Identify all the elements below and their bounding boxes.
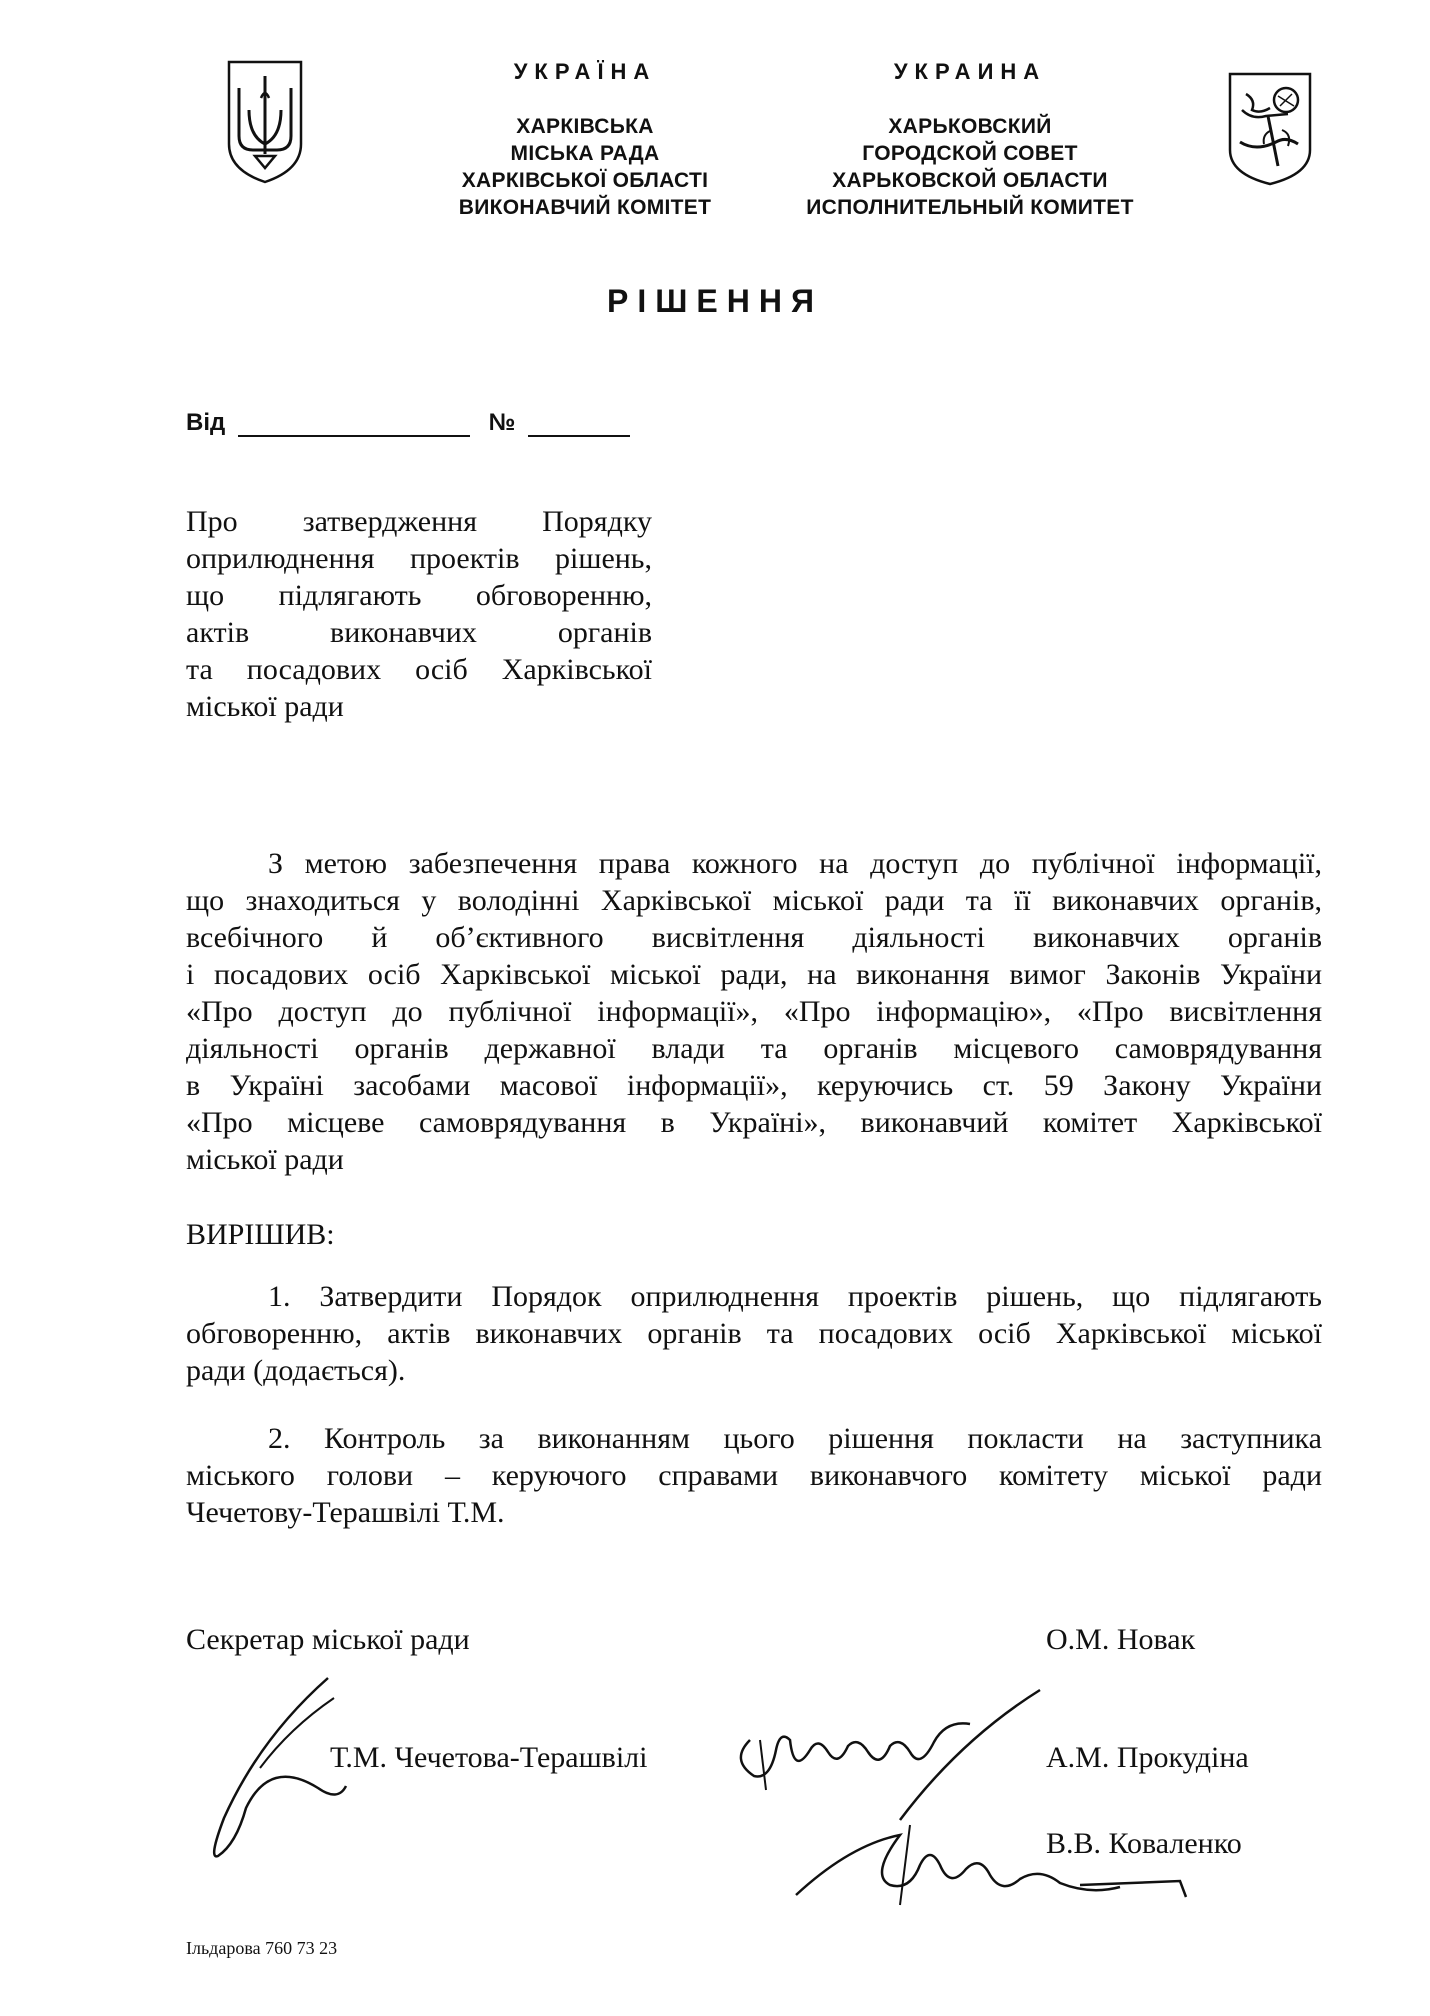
item1-line: 1. Затвердити Порядок оприлюднення проектів рішень, що підлягають	[268, 1280, 1322, 1313]
header-left-line: ХАРКІВСЬКА	[516, 115, 654, 138]
trident-coat-of-arms-icon	[225, 58, 305, 186]
header-left	[395, 58, 775, 221]
signer-3-name: В.В. Коваленко	[1046, 1827, 1242, 1860]
signer-2-name: А.М. Прокудіна	[1046, 1741, 1249, 1774]
subject-line: Про затвердження Порядку	[186, 505, 652, 538]
preamble-line: що знаходиться у володінні Харківської міської ради та її виконавчих органів,	[186, 884, 1322, 917]
subject-line: оприлюднення проектів рішень,	[186, 542, 652, 575]
date-number-field	[186, 409, 630, 437]
secretary-name: О.М. Новак	[1046, 1623, 1196, 1656]
header-right-line: ХАРЬКОВСКОЙ ОБЛАСТИ	[832, 169, 1108, 192]
subject-line: актів виконавчих органів	[186, 616, 652, 649]
number-label: №	[488, 409, 516, 436]
subject-line: та посадових осіб Харківської	[186, 653, 652, 686]
item2-line: 2. Контроль за виконанням цього рішення покласти на заступника	[268, 1422, 1322, 1455]
preamble-line: діяльності органів державної влади та органів місцевого самоврядування	[186, 1032, 1322, 1065]
preamble-line: «Про місцеве самоврядування в Україні», виконавчий комітет Харківської	[186, 1106, 1322, 1139]
preamble-line: в Україні засобами масової інформації», керуючись ст. 59 Закону України	[186, 1069, 1322, 1102]
preamble-line: «Про доступ до публічної інформації», «Про інформацію», «Про висвітлення	[186, 995, 1322, 1028]
item2-line: Чечетову-Терашвілі Т.М.	[186, 1496, 505, 1529]
item2-line: міського голови – керуючого справами виконавчого комітету міської ради	[186, 1459, 1322, 1492]
signer-1-name: Т.М. Чечетова-Терашвілі	[330, 1741, 648, 1774]
header-left-line: МІСЬКА РАДА	[510, 142, 660, 165]
preamble-line: міської ради	[186, 1143, 344, 1176]
header-right-line: ХАРЬКОВСКИЙ	[888, 115, 1052, 138]
decided-heading: ВИРІШИВ:	[186, 1218, 335, 1251]
header-right-line: ГОРОДСКОЙ СОВЕТ	[862, 142, 1078, 165]
item1-line: обговоренню, актів виконавчих органів та посадових осіб Харківської міської	[186, 1317, 1322, 1350]
secretary-title: Секретар міської ради	[186, 1623, 470, 1656]
number-blank	[528, 413, 630, 437]
preamble-paragraph	[186, 845, 1322, 1178]
header-right-country: УКРАИНА	[893, 59, 1047, 84]
header-right-line: ИСПОЛНИТЕЛЬНЫЙ КОМИТЕТ	[806, 196, 1134, 219]
subject-line: міської ради	[186, 690, 344, 723]
header-right	[770, 58, 1170, 221]
preamble-line: і посадових осіб Харківської міської ради, на виконання вимог Законів України	[186, 958, 1322, 991]
header-left-country: УКРАЇНА	[513, 59, 657, 84]
header-left-line: ВИКОНАВЧИЙ КОМІТЕТ	[458, 196, 712, 219]
kharkiv-city-coat-of-arms-icon	[1226, 70, 1314, 188]
decision-item-2	[186, 1420, 1322, 1531]
executor-contact: Ільдарова 760 73 23	[186, 1938, 338, 1958]
date-blank	[238, 413, 470, 437]
header-left-line: ХАРКІВСЬКОЇ ОБЛАСТІ	[461, 169, 709, 192]
preamble-line: З метою забезпечення права кожного на доступ до публічної інформації,	[268, 847, 1322, 880]
date-label: Від	[186, 409, 226, 436]
handwritten-signature-1	[200, 1668, 350, 1868]
document-title: РІШЕННЯ	[607, 283, 823, 319]
preamble-line: всебічного й об’єктивного висвітлення діяльності виконавчих органів	[186, 921, 1322, 954]
subject-block	[186, 503, 652, 725]
decision-item-1	[186, 1278, 1322, 1389]
item1-line: ради (додається).	[186, 1354, 406, 1387]
subject-line: що підлягають обговоренню,	[186, 579, 652, 612]
